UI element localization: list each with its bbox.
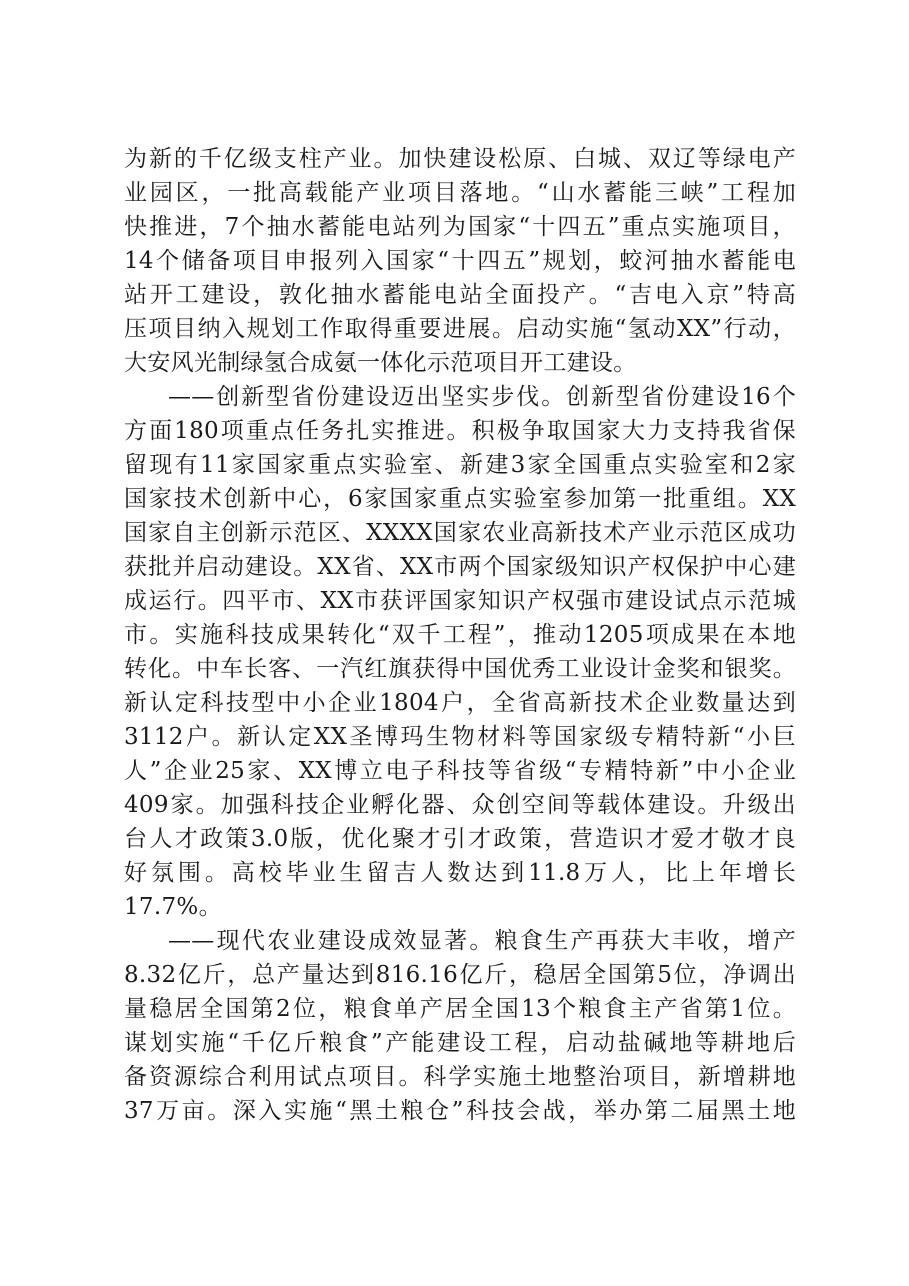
text-line: 国家技术创新中心，6家国家重点实验室参加第一批重组。XX (124, 486, 796, 512)
section-heading-line: ——创新型省份建设迈出坚实步伐。创新型省份建设16个 (168, 384, 796, 410)
text-line: 37万亩。深入实施“黑土粮仓”科技会战，举办第二届黑土地 (124, 1098, 796, 1124)
text-line: 为新的千亿级支柱产业。加快建设松原、白城、双辽等绿电产 (124, 146, 796, 172)
text-line: 新认定科技型中小企业1804户，全省高新技术企业数量达到 (124, 690, 796, 716)
text-line: 409家。加强科技企业孵化器、众创空间等载体建设。升级出 (124, 792, 796, 818)
section-heading-line: ——现代农业建设成效显著。粮食生产再获大丰收，增产 (168, 928, 796, 954)
text-line: 14个储备项目申报列入国家“十四五”规划，蛟河抽水蓄能电 (124, 248, 796, 274)
text-line: 8.32亿斤，总产量达到816.16亿斤，稳居全国第5位，净调出 (124, 962, 796, 988)
text-line: 人”企业25家、XX博立电子科技等省级“专精特新”中小企业 (124, 758, 796, 784)
text-line: 成运行。四平市、XX市获评国家知识产权强市建设试点示范城 (124, 588, 796, 614)
text-line: 大安风光制绿氢合成氨一体化示范项目开工建设。 (124, 350, 637, 376)
text-line: 3112户。新认定XX圣博玛生物材料等国家级专精特新“小巨 (124, 724, 796, 750)
text-line: 备资源综合利用试点项目。科学实施土地整治项目，新增耕地 (124, 1064, 796, 1090)
text-line: 留现有11家国家重点实验室、新建3家全国重点实验室和2家 (124, 452, 796, 478)
body-text (124, 142, 796, 1128)
text-line: 台人才政策3.0版，优化聚才引才政策，营造识才爱才敬才良 (124, 826, 796, 852)
text-line: 转化。中车长客、一汽红旗获得中国优秀工业设计金奖和银奖。 (124, 656, 796, 682)
text-line: 好氛围。高校毕业生留吉人数达到11.8万人，比上年增长 (124, 860, 796, 886)
text-line: 市。实施科技成果转化“双千工程”，推动1205项成果在本地 (124, 622, 796, 648)
text-line: 业园区，一批高载能产业项目落地。“山水蓄能三峡”工程加 (124, 180, 796, 206)
text-line: 获批并启动建设。XX省、XX市两个国家级知识产权保护中心建 (124, 554, 796, 580)
text-line: 量稳居全国第2位，粮食单产居全国13个粮食主产省第1位。 (124, 996, 796, 1022)
text-line: 快推进，7个抽水蓄能电站列为国家“十四五”重点实施项目， (124, 214, 796, 240)
text-line: 站开工建设，敦化抽水蓄能电站全面投产。“吉电入京”特高 (124, 282, 796, 308)
text-line: 压项目纳入规划工作取得重要进展。启动实施“氢动XX”行动， (124, 316, 796, 342)
text-line: 谋划实施“千亿斤粮食”产能建设工程，启动盐碱地等耕地后 (124, 1030, 796, 1056)
text-line: 17.7%。 (124, 894, 222, 920)
text-line: 国家自主创新示范区、XXXX国家农业高新技术产业示范区成功 (124, 520, 796, 546)
text-line: 方面180项重点任务扎实推进。积极争取国家大力支持我省保 (124, 418, 796, 444)
